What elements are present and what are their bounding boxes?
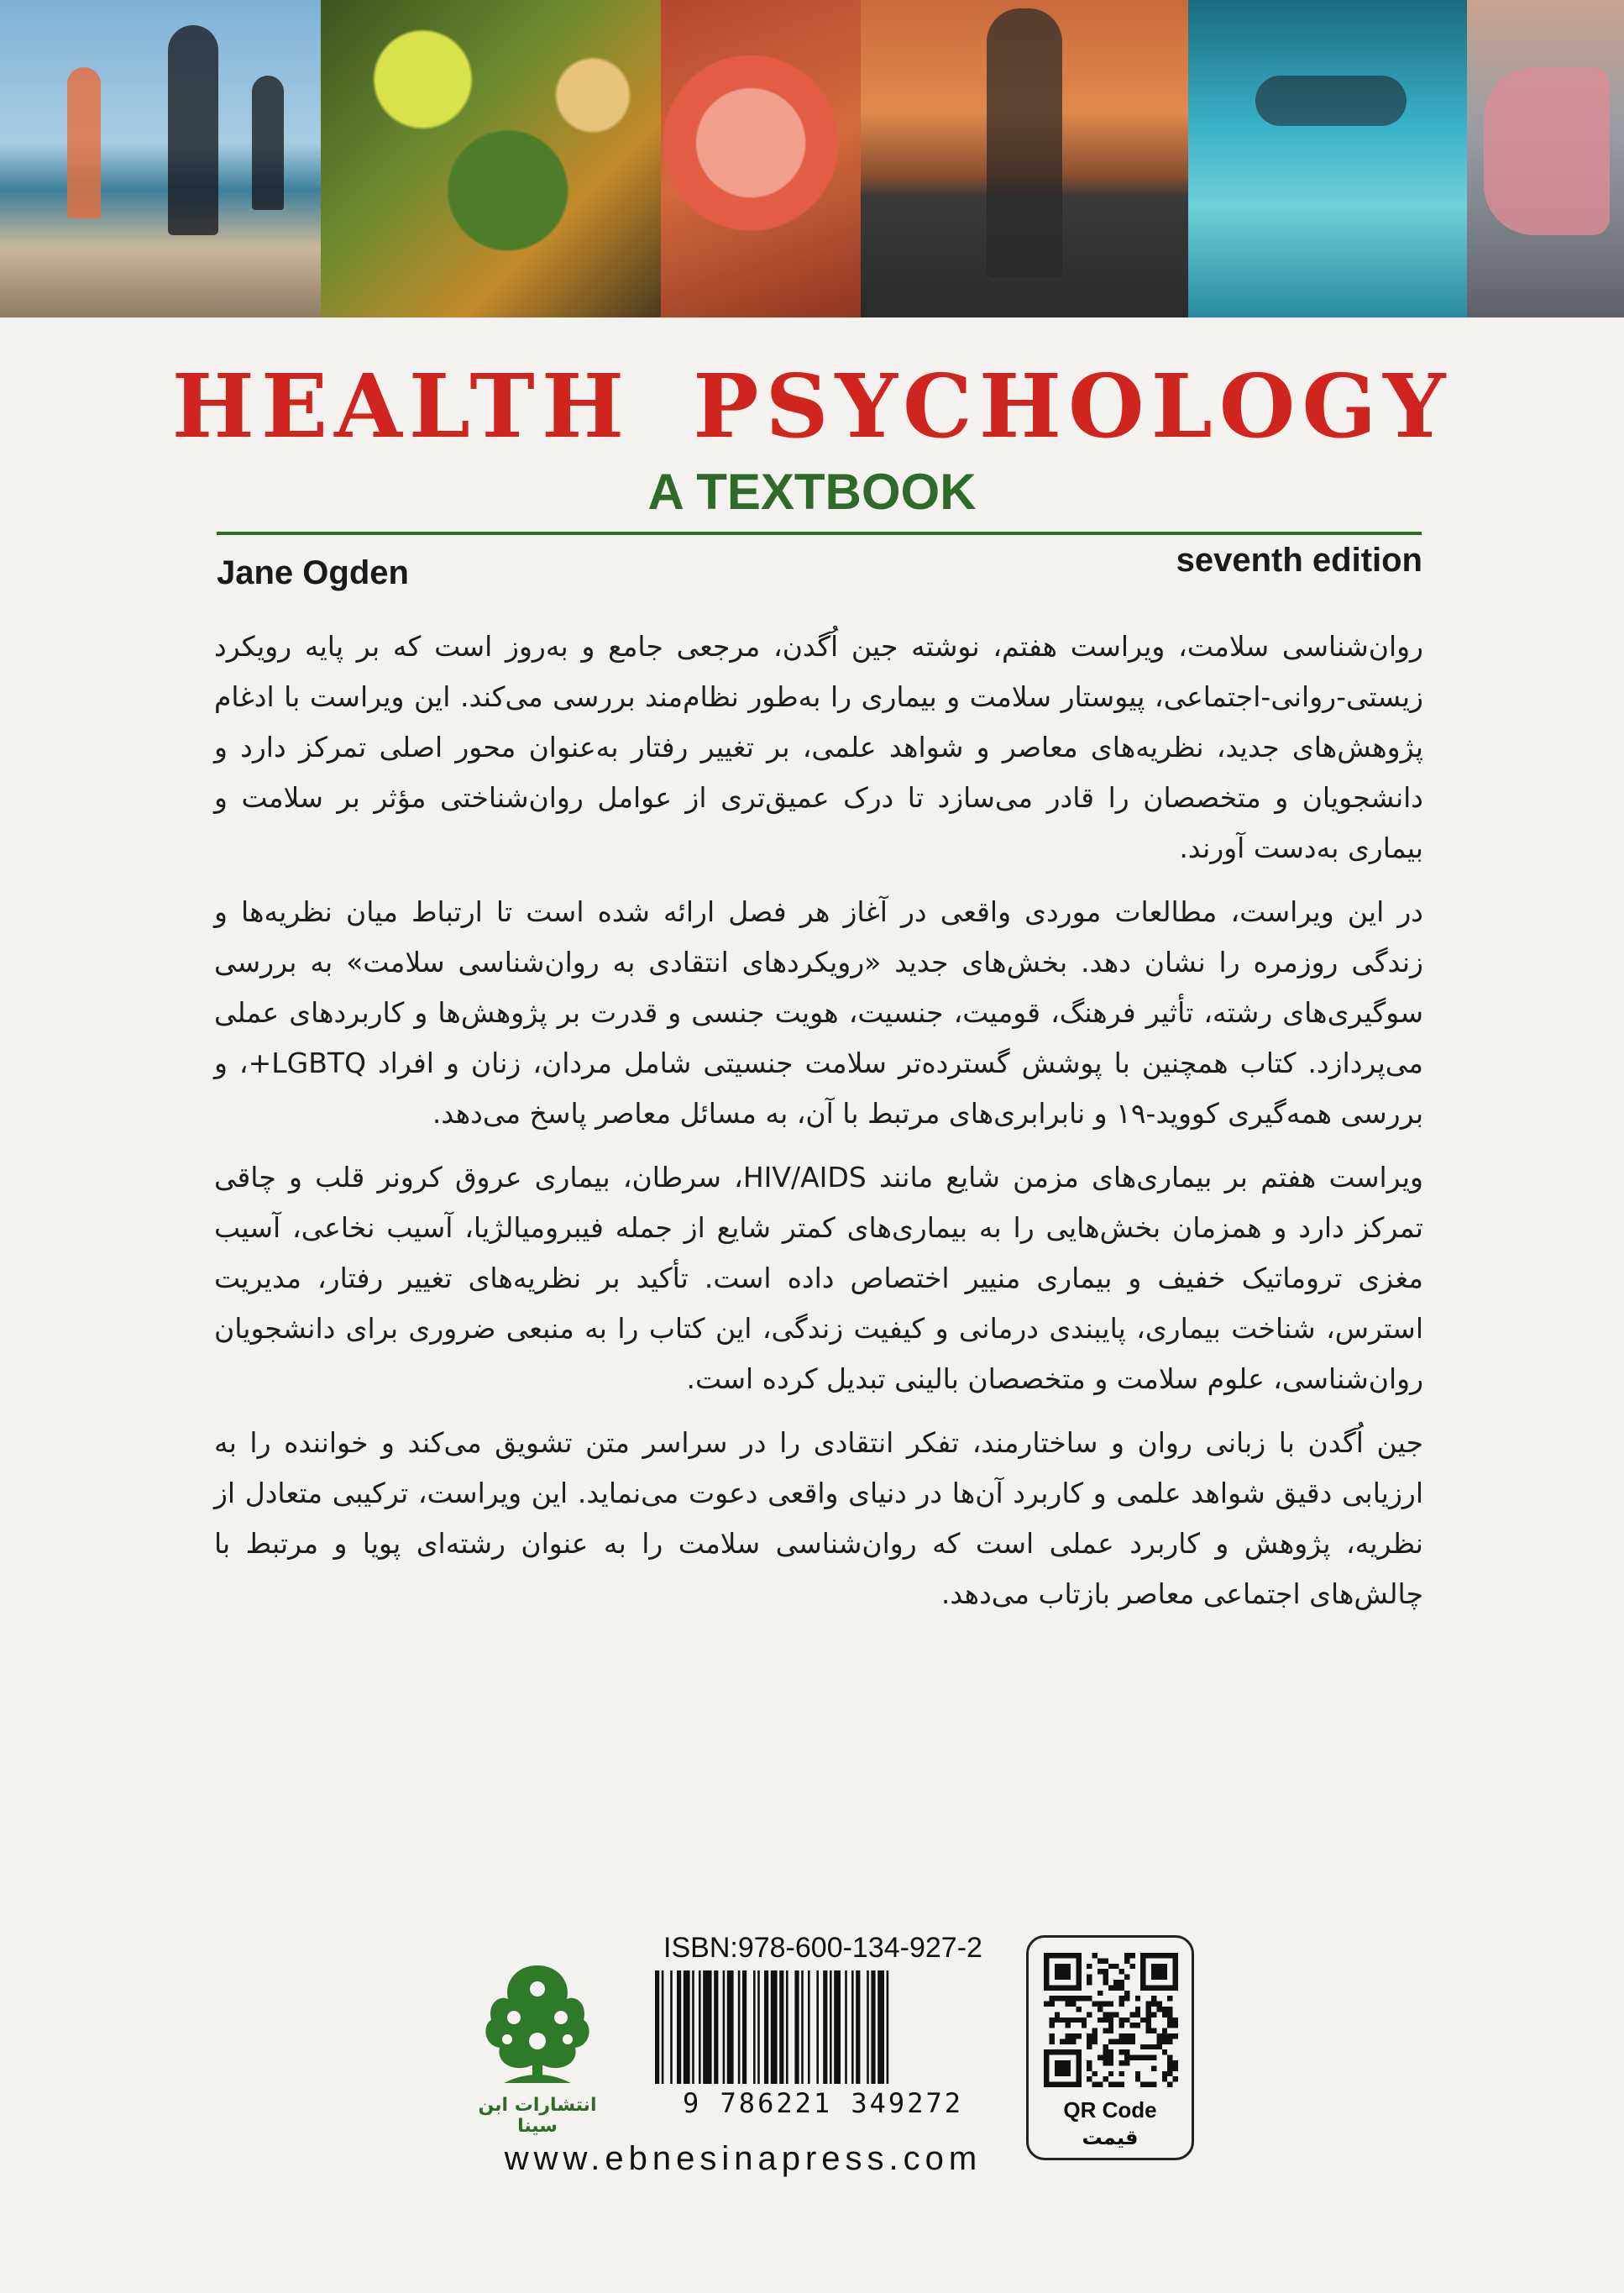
- description-paragraph: روان‌شناسی سلامت، ویراست هفتم، نوشته جین اُگدن، مرجعی جامع و به‌روز است که بر پایه رویکرد زیستی-روانی-اجتماعی، پیوستار سلامت و بیماری را به‌طور نظام‌مند بررسی می‌کند. این ویراست با ادغام پژوهش‌های جدید، نظریه‌های معاصر و شواهد علمی، بر تغییر رفتار به‌عنوان محور اصلی تمرکز دارد و دانشجویان و متخصصان را قادر می‌سازد تا درک عمیق‌تری از عوامل روان‌شناختی مؤثر بر سلامت و بیماری به‌دست آورند.: [214, 630, 1423, 864]
- qr-code-icon: [1044, 1953, 1178, 2087]
- isbn-label: ISBN:978-600-134-927-2: [663, 1932, 982, 1964]
- photo-stretching: [1467, 0, 1624, 317]
- publisher-website[interactable]: www.ebnesinapress.com: [504, 2140, 982, 2177]
- photo-runners: [0, 0, 321, 317]
- description-paragraph: ویراست هفتم بر بیماری‌های مزمن شایع مانند HIV/AIDS، سرطان، بیماری عروق کرونر قلب و چاقی تمرکز دارد و همزمان بخش‌هایی را به بیماری‌های کمتر شایع از جمله فیبرومیالژیا، آسیب نخاعی، آسیب مغزی تروماتیک خفیف و بیماری منییر اختصاص داده است. تأکید بر نظریه‌های تغییر رفتار، مدیریت استرس، شناخت بیماری، پایبندی درمانی و کیفیت زندگی، این کتاب را به منبعی ضروری برای دانشجویان روان‌شناسی، علوم سلامت و متخصصان بالینی تبدیل کرده است.: [214, 1161, 1423, 1395]
- edition-label: seventh edition: [1176, 542, 1422, 579]
- description-paragraph: جین اُگدن با زبانی روان و ساختارمند، تفکر انتقادی را در سراسر متن تشویق می‌کند و خواننده را به ارزیابی دقیق شواهد علمی و کاربرد آن‌ها در دنیای واقعی دعوت می‌نماید. این ویراست، ترکیبی متعادل از نظریه، پژوهش و کاربرد عملی است که روان‌شناسی سلامت را به عنوان رشته‌ای پویا و مرتبط با چالش‌های اجتماعی معاصر بازتاب می‌دهد.: [214, 1426, 1423, 1610]
- photo-grapefruit: [661, 0, 861, 317]
- cover-photo-strip: [0, 0, 1624, 317]
- barcode-digits: 9 786221 349272: [683, 2087, 963, 2119]
- photo-cyclist: [861, 0, 1188, 317]
- title-divider: [217, 532, 1422, 535]
- author-name: Jane Ogden: [217, 554, 409, 591]
- photo-vegetables: [321, 0, 661, 317]
- book-description: [214, 622, 1423, 1633]
- book-title: HEALTH PSYCHOLOGY: [171, 354, 1453, 458]
- barcode-icon: [653, 1970, 993, 2084]
- book-subtitle: A TEXTBOOK: [647, 464, 977, 520]
- publisher-logo-icon: [470, 1949, 605, 2091]
- photo-swimmer: [1188, 0, 1467, 317]
- description-paragraph: در این ویراست، مطالعات موردی واقعی در آغاز هر فصل ارائه شده است تا ارتباط میان نظریه‌ها و زندگی روزمره را نشان دهد. بخش‌های جدید «رویکردهای انتقادی به روان‌شناسی سلامت» به بررسی سوگیری‌های رشته، تأثیر فرهنگ، قومیت، جنسیت، هویت جنسی و قدرت بر پژوهش‌ها و کاربردهای عملی می‌پردازد. کتاب همچنین با پوشش گسترده‌تر سلامت جنسیتی شامل مردان، زنان و افراد LGBTQ+، و بررسی همه‌گیری کووید-۱۹ و نابرابری‌های مرتبط با آن، به مسائل معاصر پاسخ می‌دهد.: [214, 895, 1423, 1130]
- publisher-logo: [470, 1949, 605, 2137]
- publisher-name: انتشارات ابن سینا: [478, 2095, 597, 2137]
- qr-price-label: قیمت: [1082, 2126, 1139, 2149]
- qr-code-box: [1026, 1935, 1194, 2160]
- back-cover-footer: [0, 1915, 1624, 2268]
- qr-code-label: QR Code: [1063, 2097, 1157, 2122]
